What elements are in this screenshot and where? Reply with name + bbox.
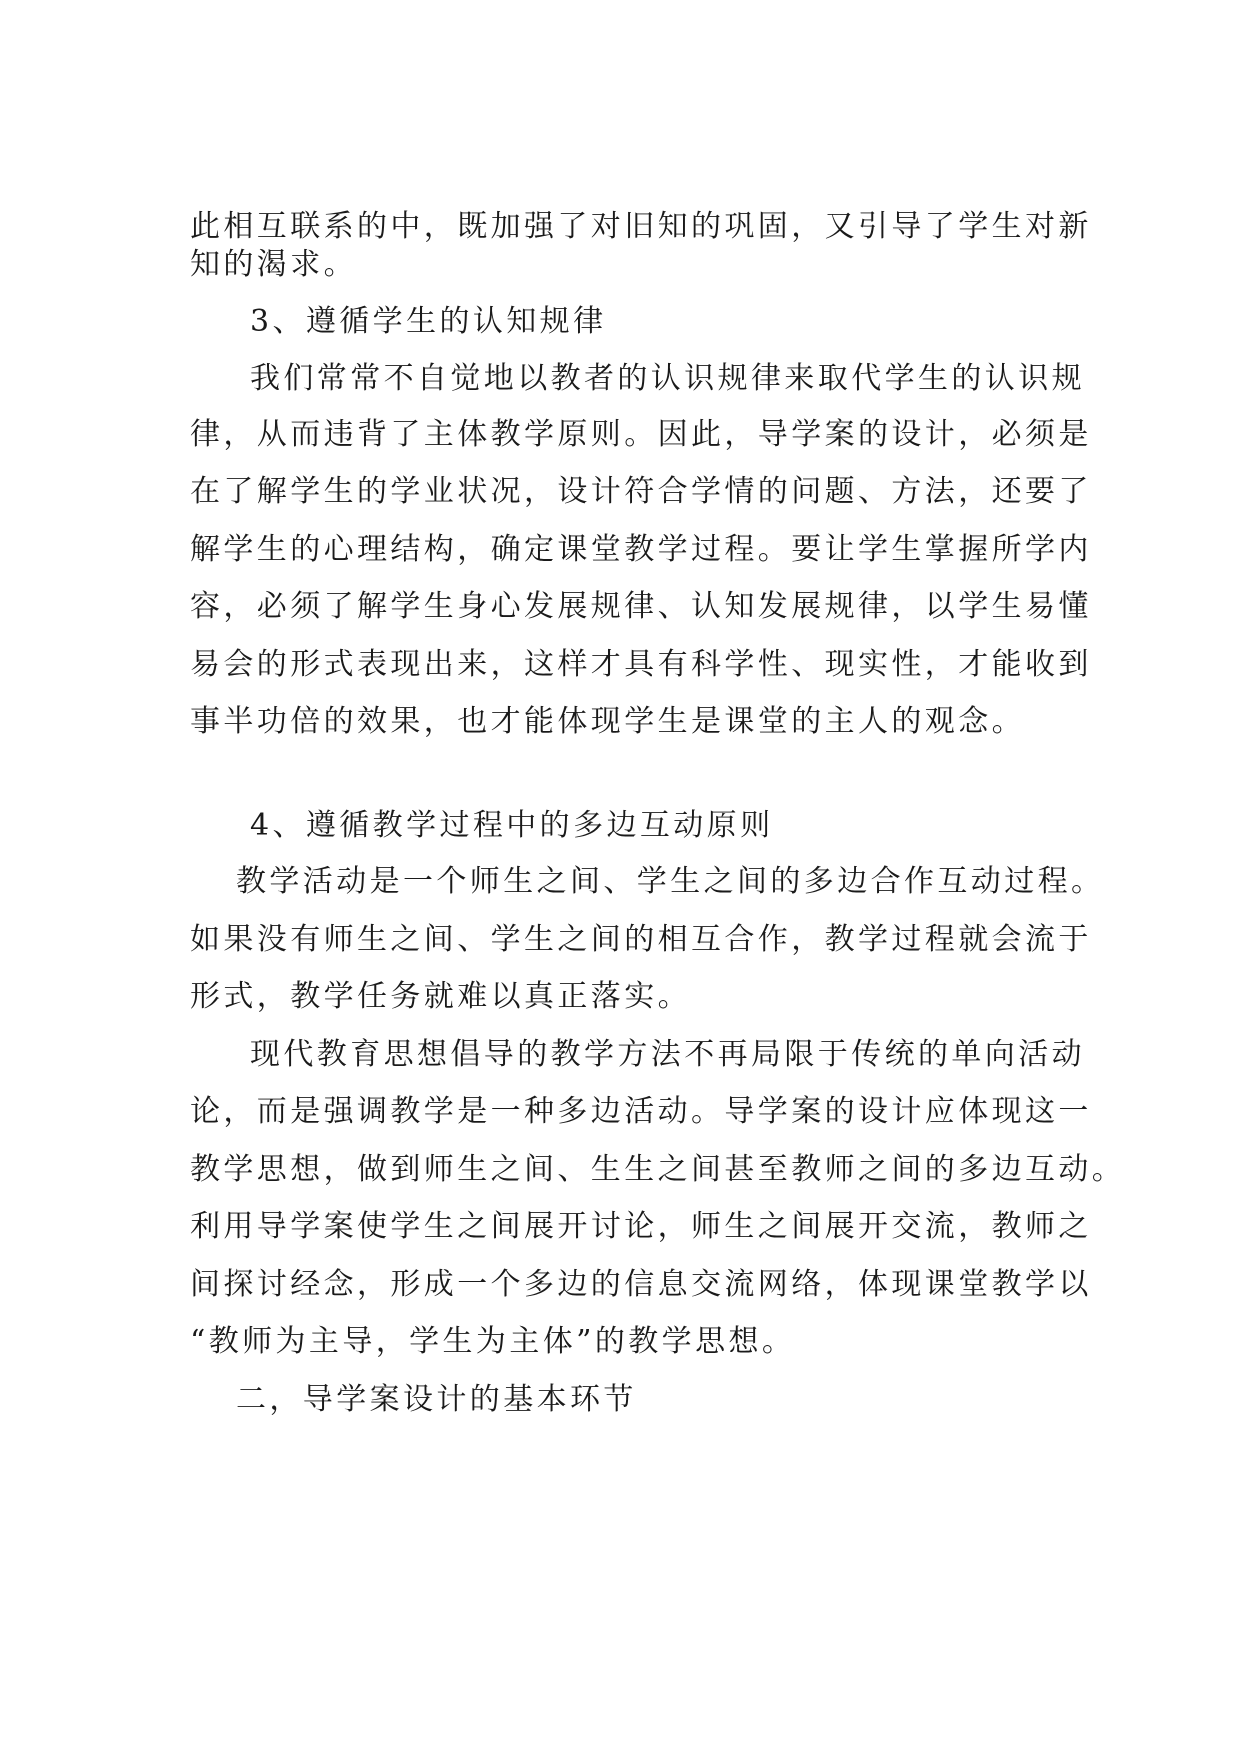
paragraph-line: 论，而是强调教学是一种多边活动。导学案的设计应体现这一	[190, 1094, 1092, 1129]
paragraph-line: 此相互联系的中，既加强了对旧知的巩固，又引导了学生对新	[190, 209, 1092, 244]
section-heading-4: 4、遵循教学过程中的多边互动原则	[250, 808, 774, 843]
paragraph-line: 在了解学生的学业状况，设计符合学情的问题、方法，还要了	[190, 474, 1092, 509]
paragraph-line: “教师为主导，学生为主体”的教学思想。	[190, 1324, 796, 1359]
paragraph-line: 知的渴求。	[190, 247, 357, 282]
paragraph-line: 事半功倍的效果，也才能体现学生是课堂的主人的观念。	[190, 704, 1025, 739]
paragraph-line: 解学生的心理结构，确定课堂教学过程。要让学生掌握所学内	[190, 532, 1092, 567]
paragraph-line: 现代教育思想倡导的教学方法不再局限于传统的单向活动	[250, 1037, 1085, 1072]
paragraph-line: 利用导学案使学生之间展开讨论，师生之间展开交流，教师之	[190, 1209, 1092, 1244]
paragraph-line: 间探讨经念，形成一个多边的信息交流网络，体现课堂教学以	[190, 1267, 1092, 1302]
section-heading-2: 二，导学案设计的基本环节	[236, 1382, 637, 1417]
paragraph-line: 教学活动是一个师生之间、学生之间的多边合作互动过程。	[236, 864, 1105, 899]
paragraph-line: 容，必须了解学生身心发展规律、认知发展规律，以学生易懂	[190, 589, 1092, 624]
paragraph-line: 形式，教学任务就难以真正落实。	[190, 979, 691, 1014]
paragraph-line: 如果没有师生之间、学生之间的相互合作，教学过程就会流于	[190, 922, 1092, 957]
paragraph-line: 律，从而违背了主体教学原则。因此，导学案的设计，必须是	[190, 417, 1092, 452]
paragraph-line: 我们常常不自觉地以教者的认识规律来取代学生的认识规	[250, 361, 1085, 396]
paragraph-line: 易会的形式表现出来，这样才具有科学性、现实性，才能收到	[190, 647, 1092, 682]
paragraph-line: 教学思想，做到师生之间、生生之间甚至教师之间的多边互动。	[190, 1152, 1126, 1187]
section-heading-3: 3、遵循学生的认知规律	[250, 304, 607, 339]
